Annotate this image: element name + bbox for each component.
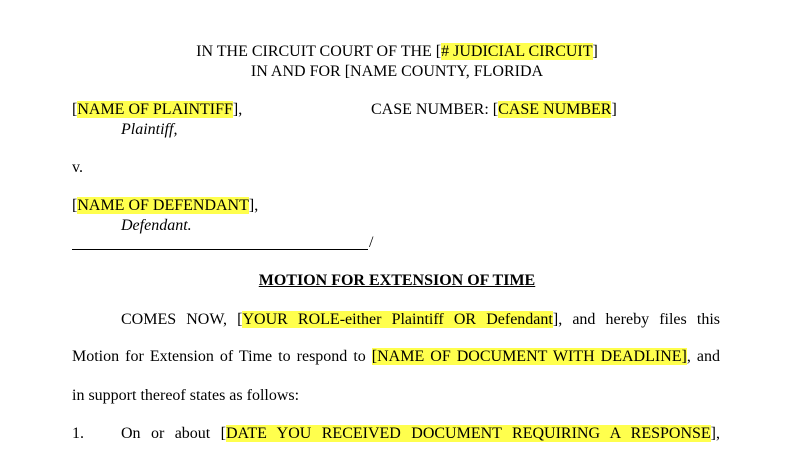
defendant-name-placeholder: NAME OF DEFENDANT [77,197,249,214]
court-header-line-1-suffix: ] [592,43,598,60]
plaintiff-close-bracket: ], [232,101,243,118]
your-role-placeholder: YOUR ROLE-either Plaintiff OR Defendant [242,311,553,328]
body-line-1-suffix: ], and hereby files this [552,311,721,328]
judicial-circuit-placeholder: # JUDICIAL CIRCUIT [441,43,593,60]
defendant-open-bracket: [ [72,197,78,214]
case-number-line [371,100,617,120]
defendant-line [72,196,258,216]
plaintiff-name-placeholder: NAME OF PLAINTIFF [77,101,233,118]
plaintiff-role: Plaintiff, [121,121,178,138]
court-header-line-1 [0,42,794,62]
body-line-1 [72,310,720,330]
caption-slash: / [369,234,374,251]
item-1-text [121,424,720,444]
caption-underline [72,249,368,250]
body-line-2-prefix: Motion for Extension of Time to respond to [72,348,372,365]
body-line-3: in support thereof states as follows: [72,387,300,404]
case-number-close-bracket: ] [611,101,617,118]
case-number-placeholder: CASE NUMBER [498,101,612,118]
received-date-placeholder: DATE YOU RECEIVED DOCUMENT REQUIRING A RESPONSE [225,425,711,442]
item-1-number: 1. [72,425,84,442]
body-line-2-suffix: , and [686,348,720,365]
motion-title: MOTION FOR EXTENSION OF TIME [258,272,536,289]
defendant-close-bracket: ], [248,197,259,214]
item-1-prefix: On or about [ [121,425,226,442]
body-line-2 [72,347,720,367]
item-1-suffix: ], [710,425,720,442]
court-header-line-1-prefix: IN THE CIRCUIT COURT OF THE [ [196,43,442,60]
versus: v. [72,159,83,176]
document-name-placeholder: [NAME OF DOCUMENT WITH DEADLINE] [371,348,687,365]
plaintiff-open-bracket: [ [72,101,78,118]
defendant-role: Defendant. [121,217,192,234]
court-header-line-2: IN AND FOR [NAME COUNTY, FLORIDA [250,63,544,80]
plaintiff-line [72,100,242,120]
case-number-label: CASE NUMBER: [ [371,101,499,118]
body-line-1-prefix: COMES NOW, [ [121,311,243,328]
